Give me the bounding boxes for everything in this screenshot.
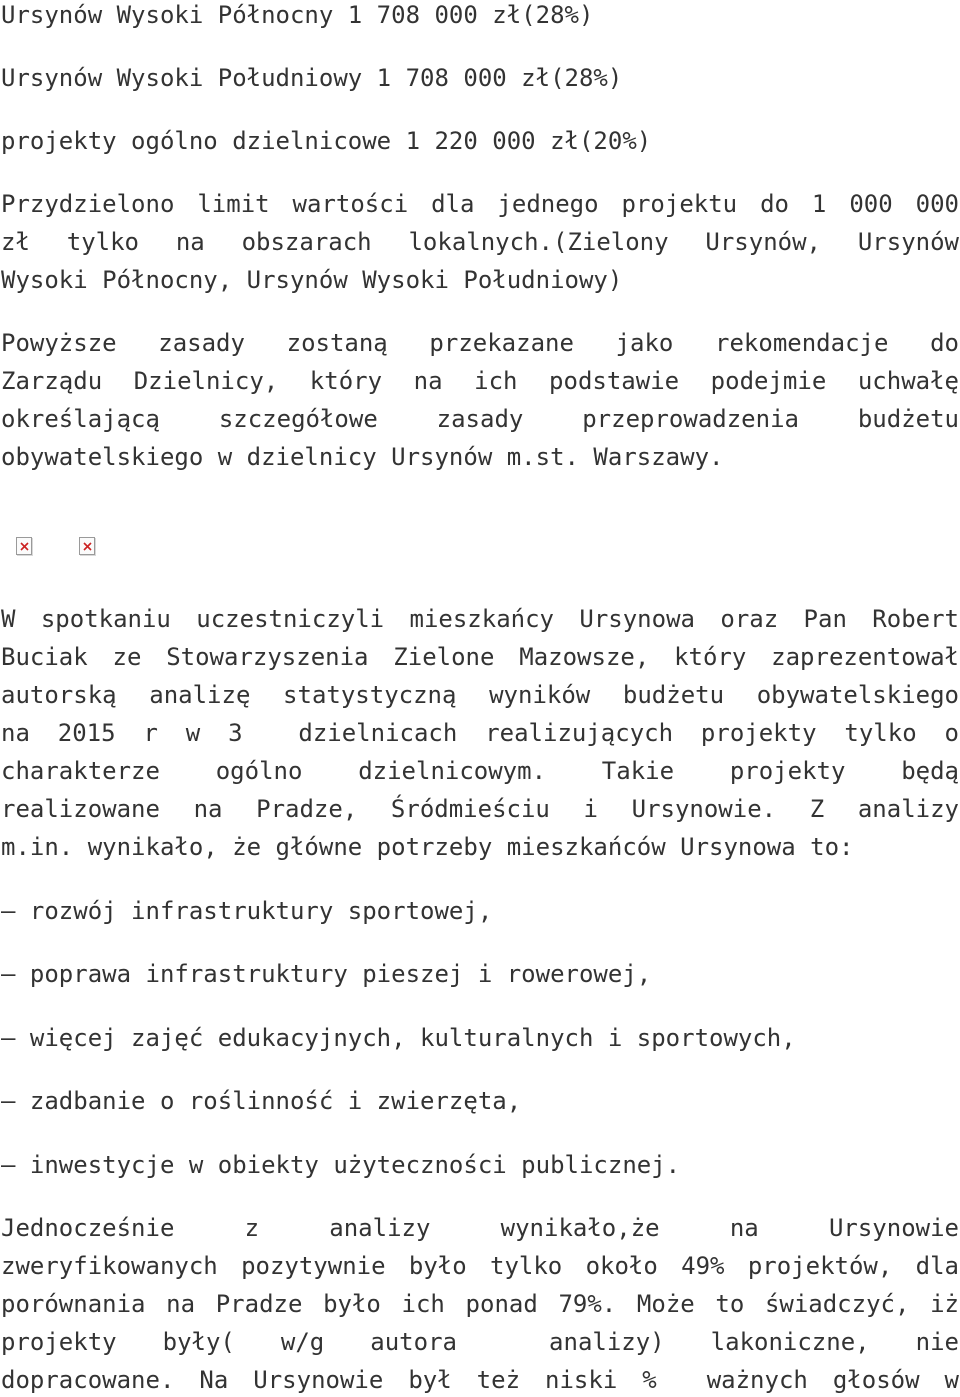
paragraph-analysis-line-2: zweryfikowanych pozytywnie było tylko około 49% projektów, dla [1, 1252, 959, 1280]
list-item: – poprawa infrastruktury pieszej i rowerowej, [1, 960, 652, 988]
broken-image-icon [16, 537, 32, 555]
paragraph-rules-line-2: Zarządu Dzielnicy, który na ich podstawie podejmie uchwałę [1, 367, 959, 395]
list-item: – inwestycje w obiekty użyteczności publicznej. [1, 1151, 681, 1179]
paragraph-meeting-line-3: autorską analizę statystyczną wyników budżetu obywatelskiego [1, 681, 959, 709]
paragraph-limit-line-2: zł tylko na obszarach lokalnych.(Zielony Ursynów, Ursynów [1, 228, 959, 256]
text-line-district-south: Ursynów Wysoki Południowy 1 708 000 zł(28%) [1, 64, 623, 92]
list-item: – zadbanie o roślinność i zwierzęta, [1, 1087, 522, 1115]
paragraph-rules-line-4: obywatelskiego w dzielnicy Ursynów m.st. Warszawy. [1, 443, 724, 471]
paragraph-limit-line-3: Wysoki Północny, Ursynów Wysoki Południowy) [1, 266, 623, 294]
paragraph-meeting-line-4: na 2015 r w 3 dzielnicach realizujących projekty tylko o [1, 719, 959, 747]
paragraph-meeting-line-7: m.in. wynikało, że główne potrzeby mieszkańców Ursynowa to: [1, 833, 854, 861]
paragraph-meeting-line-1: W spotkaniu uczestniczyli mieszkańcy Ursynowa oraz Pan Robert [1, 605, 959, 633]
text-line-general-projects: projekty ogólno dzielnicowe 1 220 000 zł(20%) [1, 127, 652, 155]
paragraph-limit-line-1: Przydzielono limit wartości dla jednego projektu do 1 000 000 [1, 190, 959, 218]
broken-image-icon [79, 537, 95, 555]
paragraph-analysis-line-1: Jednocześnie z analizy wynikało,że na Ursynowie [1, 1214, 959, 1242]
list-item: – więcej zajęć edukacyjnych, kulturalnych i sportowych, [1, 1024, 796, 1052]
paragraph-meeting-line-2: Buciak ze Stowarzyszenia Zielone Mazowsze, który zaprezentował [1, 643, 959, 671]
paragraph-analysis-line-4: projekty były( w/g autora analizy) lakoniczne, nie [1, 1328, 959, 1356]
paragraph-meeting-line-6: realizowane na Pradze, Śródmieściu i Ursynowie. Z analizy [1, 795, 959, 823]
paragraph-analysis-line-5: dopracowane. Na Ursynowie był też niski % ważnych głosów w [1, 1366, 959, 1394]
paragraph-analysis-line-3: porównania na Pradze było ich ponad 79%. Może to świadczyć, iż [1, 1290, 959, 1318]
list-item: – rozwój infrastruktury sportowej, [1, 897, 493, 925]
paragraph-meeting-line-5: charakterze ogólno dzielnicowym. Takie projekty będą [1, 757, 959, 785]
paragraph-rules-line-1: Powyższe zasady zostaną przekazane jako rekomendacje do [1, 329, 959, 357]
paragraph-rules-line-3: określającą szczegółowe zasady przeprowadzenia budżetu [1, 405, 959, 433]
text-line-district-north: Ursynów Wysoki Północny 1 708 000 zł(28%) [1, 1, 594, 29]
